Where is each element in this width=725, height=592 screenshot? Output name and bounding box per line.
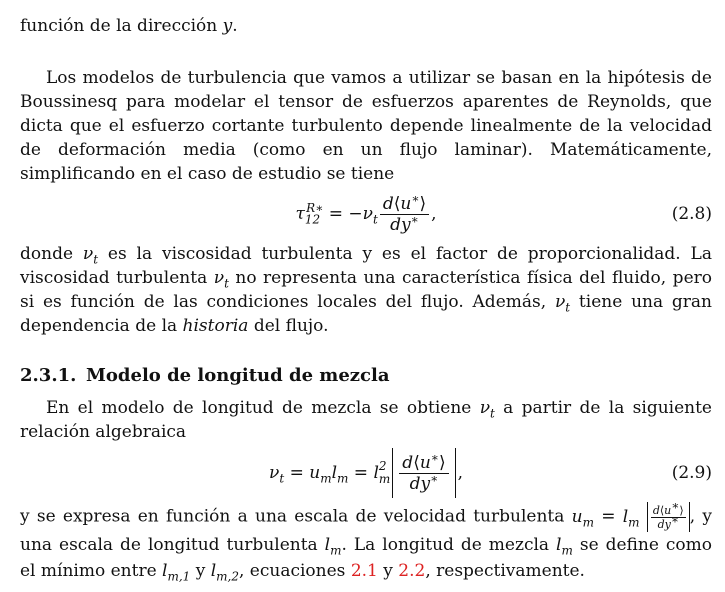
paragraph-scales: y se expresa en función a una escala de velocidad turbulenta $u_m = l_m$ $\frac{d⟨u^∗⟩}{dy^∗}$ , y una escala de longitud turbulenta $l_m$. La longitud de mezcla $l_m$ se define como el mínimo entre $l_{m,1}$ y $l_{m,2}$, ecuaciones 2.1 y 2.2, respectivamente.: [20, 497, 712, 584]
section-heading: 2.3.1. Modelo de longitud de mezcla: [20, 365, 390, 386]
equation-2-9: $\nu_t$ = $u_ml_m$ = l 2 m $\frac{d⟨u^∗⟩}{dy^∗}$ , (2.9): [20, 444, 712, 502]
reference-link[interactable]: 2.1: [350, 561, 378, 581]
paragraph-intro: función de la dirección y.: [20, 16, 238, 36]
paragraph-viscosity: donde $\nu_t$ es la viscosidad turbulenta y es el factor de proporcionalidad. La viscosidad turbulenta $\nu_t$ no representa una característica física del fluido, pero si es función de las condiciones locales del flujo. Además, $\nu_t$ tiene una gran dependencia de la historia del flujo.: [20, 244, 713, 336]
equation-number: (2.8): [671, 204, 712, 224]
equation-2-8: $\tau_{12}^{R∗}$ = − $\nu_t$ $\frac{d⟨u^∗⟩}{dy^∗}$ , (2.8): [295, 190, 712, 235]
reference-link[interactable]: 2.2: [398, 561, 426, 581]
paragraph-boussinesq: Los modelos de turbulencia que vamos a utilizar se basan en la hipótesis de Boussinesq para modelar el tensor de esfuerzos aparentes de Reynolds, que dicta que el esfuerzo cortante turbulento depende linealmente de la velocidad de deformación media (como en un flujo laminar). Matemáticamente, simplificando en el caso de estudio se tiene: [20, 68, 712, 184]
page-content: [20, 14, 712, 584]
paragraph-mixing-length: En el modelo de longitud de mezcla se obtiene $\nu_t$ a partir de la siguiente relación algebraica: [20, 398, 712, 442]
equation-number: (2.9): [671, 463, 712, 483]
